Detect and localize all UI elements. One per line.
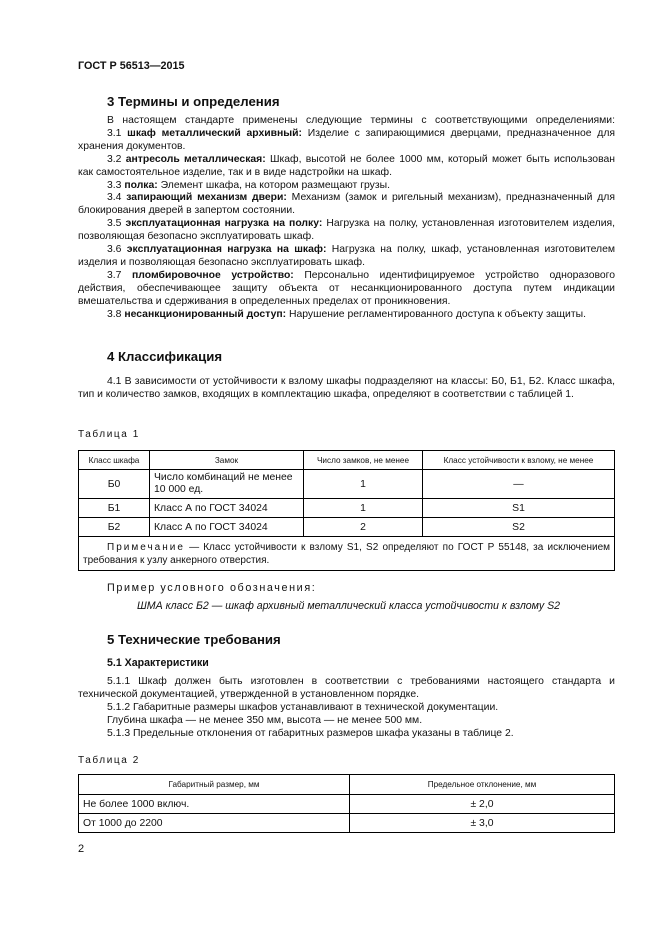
- table-row: [79, 518, 615, 537]
- table-row: [79, 795, 615, 814]
- table-1-cell: Б0: [79, 470, 150, 499]
- table-2-header-cell: Предельное отклонение, мм: [350, 775, 615, 795]
- table-1-cell: Б2: [79, 518, 150, 537]
- table-1-cell: Класс А по ГОСТ 34024: [150, 518, 304, 537]
- note-text: — Класс устойчивости к взлому S1, S2 определяют по ГОСТ Р 55148, за исключением требования к узлу анкерного отверстия.: [83, 541, 611, 566]
- section-5-1-title: 5.1 Характеристики: [107, 657, 209, 669]
- table-1-cell: S2: [423, 518, 615, 537]
- table-1-caption: Таблица 1: [78, 429, 140, 440]
- table-1-header-cell: Класс устойчивости к взлому, не менее: [423, 451, 615, 470]
- table-2-header-row: [79, 775, 615, 795]
- table-1: [78, 450, 615, 571]
- term-3-5: 3.5 эксплуатационная нагрузка на полку: Нагрузка на полку, установленная изготовителем изделия, позволяющая безопасно эксплуатировать шкаф.: [78, 218, 616, 243]
- table-2-caption: Таблица 2: [78, 755, 140, 766]
- table-row: [79, 470, 615, 499]
- table-row: [79, 814, 615, 833]
- paragraph-5-1-2: 5.1.2 Габаритные размеры шкафов устанавливают в технической документации.: [107, 701, 499, 713]
- section-5-body: [78, 676, 615, 741]
- table-1-cell: 2: [304, 518, 423, 537]
- section-4-title: 4 Классификация: [107, 349, 223, 364]
- table-2-cell: От 1000 до 2200: [79, 814, 350, 833]
- table-1-cell: Б1: [79, 499, 150, 518]
- table-1-cell: S1: [423, 499, 615, 518]
- page-number: 2: [78, 843, 85, 855]
- table-1-header-cell: Замок: [150, 451, 304, 470]
- table-1-cell: —: [423, 470, 615, 499]
- term-3-3: 3.3 полка: Элемент шкафа, на котором размещают грузы.: [107, 179, 390, 191]
- term-3-8: 3.8 несанкционированный доступ: Нарушение регламентированного доступа к объекту защиты.: [107, 308, 586, 320]
- table-1-cell: Класс А по ГОСТ 34024: [150, 499, 304, 518]
- example-label: Пример условного обозначения:: [107, 582, 317, 594]
- table-2-cell: Не более 1000 включ.: [79, 795, 350, 814]
- table-1-cell: 1: [304, 499, 423, 518]
- term-3-1: 3.1 шкаф металлический архивный: Изделие с запирающимися дверцами, предназначенное для хранения документов.: [78, 127, 616, 152]
- section-4-1-paragraph: 4.1 В зависимости от устойчивости к взлому шкафы подразделяют на классы: Б0, Б1, Б2. Класс шкафа, тип и количество замков, входящих в комплектацию шкафа, определяют в соответствии с таблицей 1.: [78, 376, 615, 400]
- term-3-7: 3.7 пломбировочное устройство: Персонально идентифицируемое устройство одноразового действия, обеспечивающее защиту объекта от несанкционированного доступа путем индикации вмешательства и сдерживания в определенных пределах от проникновения.: [78, 269, 615, 307]
- table-2: [78, 774, 615, 833]
- term-3-4: 3.4 запирающий механизм двери: Механизм (замок и ригельный механизм), предназначенный для блокирования дверей в запертом состоянии.: [78, 192, 615, 217]
- table-1-cell: 1: [304, 470, 423, 499]
- term-3-2: 3.2 антресоль металлическая: Шкаф, высотой не более 1000 мм, который может быть использован как самостоятельное изделие, так и в виде надстройки на шкаф.: [78, 153, 615, 178]
- table-1-header-row: [79, 451, 615, 470]
- section-3-body: [78, 115, 615, 322]
- note-label: Примечание: [107, 541, 185, 553]
- section-3-title: 3 Термины и определения: [107, 94, 280, 109]
- example-text: ШМА класс Б2 — шкаф архивный металлический класса устойчивости к взлому S2: [137, 600, 561, 612]
- term-3-6: 3.6 эксплуатационная нагрузка на шкаф: Нагрузка на полку, шкаф, установленная изготовителем изделия и позволяющая безопасно эксплуатировать шкаф.: [78, 244, 616, 268]
- section-3-intro: В настоящем стандарте применены следующие термины с соответствующими определениями:: [107, 115, 615, 126]
- table-1-note: [79, 537, 615, 571]
- section-5-title: 5 Технические требования: [107, 632, 281, 647]
- document-id-header: ГОСТ Р 56513—2015: [78, 60, 185, 72]
- table-1-header-cell: Число замков, не менее: [304, 451, 423, 470]
- paragraph-5-1-1: 5.1.1 Шкаф должен быть изготовлен в соответствии с требованиями настоящего стандарта и технической документацией, утвержденной в установленном порядке.: [78, 676, 615, 700]
- table-1-cell: Число комбинаций не менее 10 000 ед.: [150, 470, 304, 499]
- table-1-header-cell: Класс шкафа: [79, 451, 150, 470]
- table-2-cell: ± 2,0: [350, 795, 615, 814]
- table-1-note-row: [79, 537, 615, 571]
- paragraph-5-1-3: 5.1.3 Предельные отклонения от габаритных размеров шкафа указаны в таблице 2.: [107, 727, 514, 739]
- table-row: [79, 499, 615, 518]
- table-2-cell: ± 3,0: [350, 814, 615, 833]
- table-2-header-cell: Габаритный размер, мм: [79, 775, 350, 795]
- paragraph-depth: Глубина шкафа — не менее 350 мм, высота — не менее 500 мм.: [107, 714, 423, 726]
